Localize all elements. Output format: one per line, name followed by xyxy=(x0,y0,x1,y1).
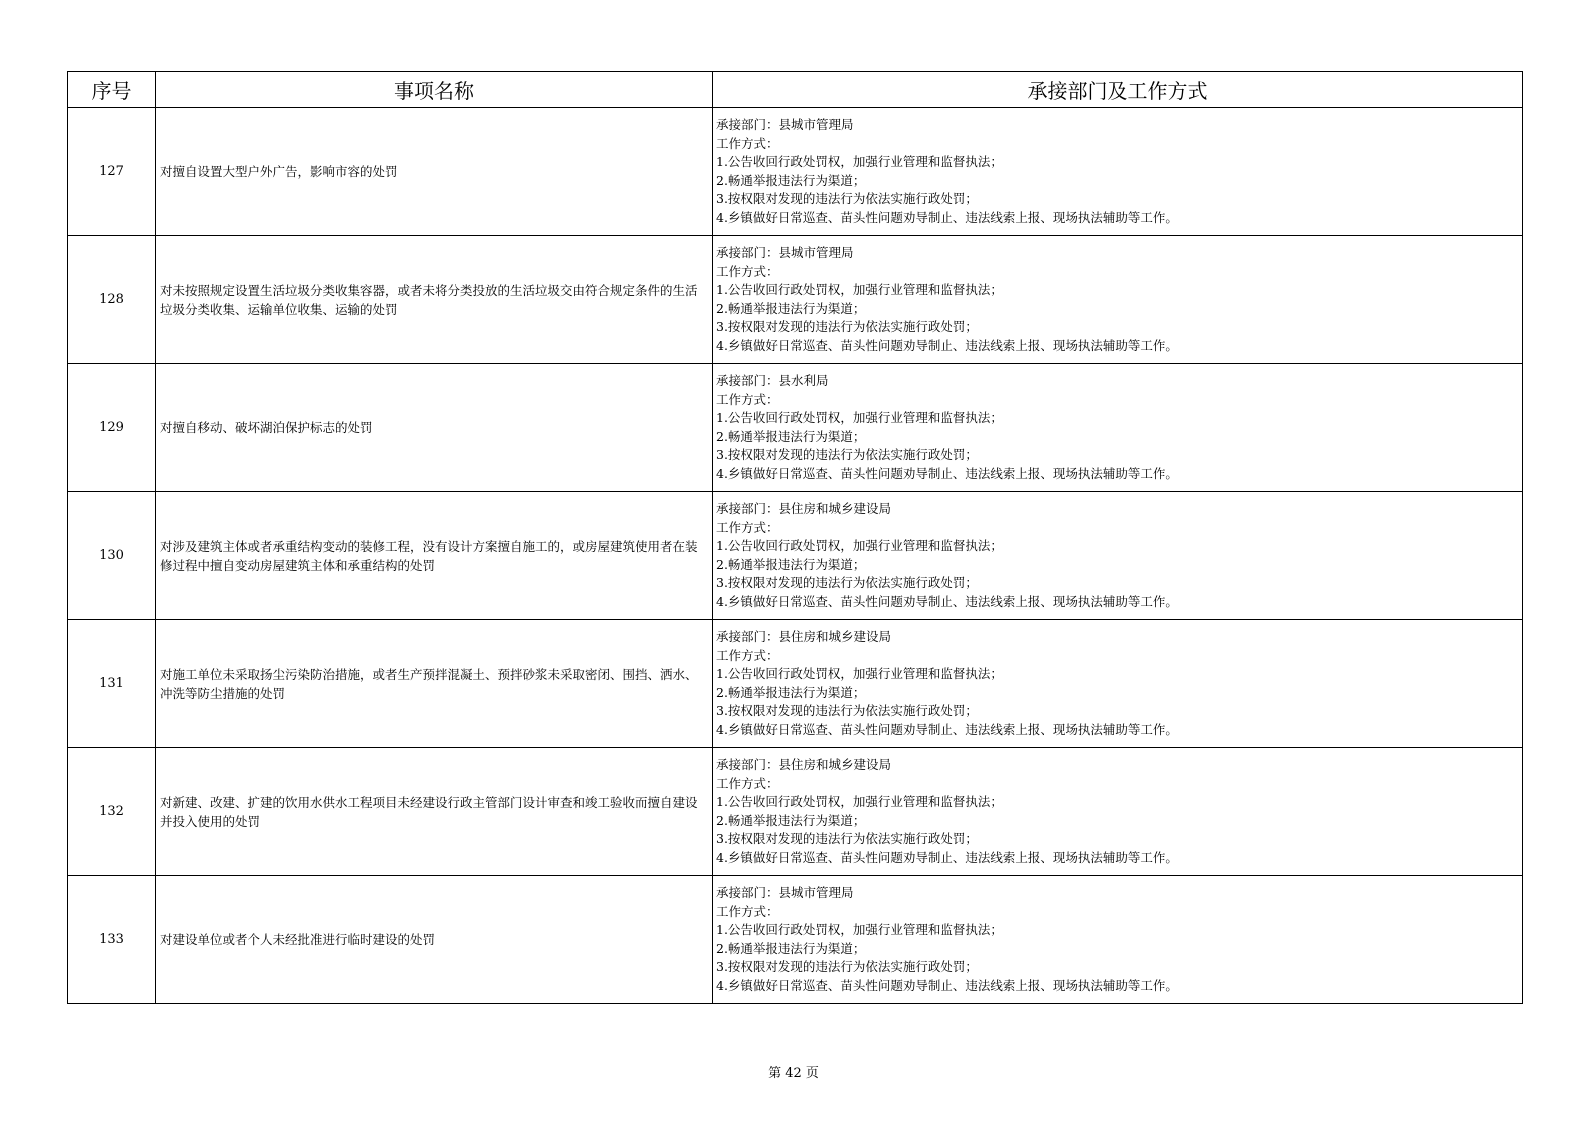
row-seq: 127 xyxy=(68,108,156,236)
department-line: 承接部门：县城市管理局 xyxy=(716,885,854,900)
department-line: 承接部门：县住房和城乡建设局 xyxy=(716,501,892,516)
row-seq: 129 xyxy=(68,364,156,492)
table-row xyxy=(68,876,1523,1004)
department-line: 承接部门：县住房和城乡建设局 xyxy=(716,629,892,644)
method-line: 1.公告收回行政处罚权，加强行业管理和监督执法； xyxy=(716,794,1003,809)
row-department-method xyxy=(713,876,1523,1004)
method-line: 4.乡镇做好日常巡查、苗头性问题劝导制止、违法线索上报、现场执法辅助等工作。 xyxy=(716,849,1178,865)
items-table xyxy=(67,71,1523,1004)
row-department-method xyxy=(713,748,1523,876)
department-line: 承接部门：县城市管理局 xyxy=(716,245,854,260)
method-line: 工作方式： xyxy=(716,519,779,535)
row-department-method xyxy=(713,364,1523,492)
method-line: 3.按权限对发现的违法行为依法实施行政处罚； xyxy=(716,575,978,590)
row-seq: 130 xyxy=(68,492,156,620)
table-row xyxy=(68,620,1523,748)
method-line: 2.畅通举报违法行为渠道； xyxy=(716,812,866,828)
method-line: 工作方式： xyxy=(716,391,779,407)
method-line: 4.乡镇做好日常巡查、苗头性问题劝导制止、违法线索上报、现场执法辅助等工作。 xyxy=(716,977,1178,993)
row-seq: 128 xyxy=(68,236,156,364)
method-line: 1.公告收回行政处罚权，加强行业管理和监督执法； xyxy=(716,538,1003,553)
row-item-name: 对未按照规定设置生活垃圾分类收集容器，或者未将分类投放的生活垃圾交由符合规定条件的生活垃圾分类收集、运输单位收集、运输的处罚 xyxy=(156,236,713,364)
row-item-name: 对涉及建筑主体或者承重结构变动的装修工程，没有设计方案擅自施工的，或房屋建筑使用者在装修过程中擅自变动房屋建筑主体和承重结构的处罚 xyxy=(156,492,713,620)
row-item-name: 对施工单位未采取扬尘污染防治措施，或者生产预拌混凝土、预拌砂浆未采取密闭、围挡、洒水、冲洗等防尘措施的处罚 xyxy=(156,620,713,748)
method-line: 2.畅通举报违法行为渠道； xyxy=(716,428,866,444)
method-line: 4.乡镇做好日常巡查、苗头性问题劝导制止、违法线索上报、现场执法辅助等工作。 xyxy=(716,465,1178,481)
method-line: 2.畅通举报违法行为渠道； xyxy=(716,172,866,188)
row-department-method xyxy=(713,492,1523,620)
method-line: 1.公告收回行政处罚权，加强行业管理和监督执法； xyxy=(716,922,1003,937)
department-line: 承接部门：县城市管理局 xyxy=(716,117,854,132)
table-row xyxy=(68,364,1523,492)
row-item-name: 对新建、改建、扩建的饮用水供水工程项目未经建设行政主管部门设计审查和竣工验收而擅自建设并投入使用的处罚 xyxy=(156,748,713,876)
method-line: 3.按权限对发现的违法行为依法实施行政处罚； xyxy=(716,447,978,462)
method-line: 3.按权限对发现的违法行为依法实施行政处罚； xyxy=(716,191,978,206)
table-row xyxy=(68,108,1523,236)
method-line: 1.公告收回行政处罚权，加强行业管理和监督执法； xyxy=(716,282,1003,297)
row-item-name: 对建设单位或者个人未经批准进行临时建设的处罚 xyxy=(156,876,713,1004)
row-item-name: 对擅自移动、破坏湖泊保护标志的处罚 xyxy=(156,364,713,492)
page-number: 第 42 页 xyxy=(768,1066,819,1081)
method-line: 工作方式： xyxy=(716,135,779,151)
method-line: 1.公告收回行政处罚权，加强行业管理和监督执法； xyxy=(716,154,1003,169)
method-line: 1.公告收回行政处罚权，加强行业管理和监督执法； xyxy=(716,666,1003,681)
method-line: 工作方式： xyxy=(716,263,779,279)
header-item-name: 事项名称 xyxy=(156,72,713,108)
method-line: 2.畅通举报违法行为渠道； xyxy=(716,940,866,956)
method-line: 工作方式： xyxy=(716,903,779,919)
method-line: 2.畅通举报违法行为渠道； xyxy=(716,556,866,572)
table-row xyxy=(68,748,1523,876)
method-line: 1.公告收回行政处罚权，加强行业管理和监督执法； xyxy=(716,410,1003,425)
method-line: 4.乡镇做好日常巡查、苗头性问题劝导制止、违法线索上报、现场执法辅助等工作。 xyxy=(716,721,1178,737)
header-row xyxy=(68,72,1523,108)
method-line: 4.乡镇做好日常巡查、苗头性问题劝导制止、违法线索上报、现场执法辅助等工作。 xyxy=(716,593,1178,609)
document-sheet xyxy=(67,71,1522,1004)
method-line: 3.按权限对发现的违法行为依法实施行政处罚； xyxy=(716,959,978,974)
department-line: 承接部门：县水利局 xyxy=(716,373,829,388)
header-seq: 序号 xyxy=(68,72,156,108)
row-department-method xyxy=(713,620,1523,748)
table-row xyxy=(68,236,1523,364)
method-line: 工作方式： xyxy=(716,647,779,663)
method-line: 3.按权限对发现的违法行为依法实施行政处罚； xyxy=(716,703,978,718)
row-item-name: 对擅自设置大型户外广告，影响市容的处罚 xyxy=(156,108,713,236)
row-seq: 133 xyxy=(68,876,156,1004)
method-line: 2.畅通举报违法行为渠道； xyxy=(716,684,866,700)
header-department-method: 承接部门及工作方式 xyxy=(713,72,1523,108)
row-seq: 131 xyxy=(68,620,156,748)
method-line: 4.乡镇做好日常巡查、苗头性问题劝导制止、违法线索上报、现场执法辅助等工作。 xyxy=(716,337,1178,353)
row-department-method xyxy=(713,108,1523,236)
department-line: 承接部门：县住房和城乡建设局 xyxy=(716,757,892,772)
method-line: 3.按权限对发现的违法行为依法实施行政处罚； xyxy=(716,319,978,334)
row-seq: 132 xyxy=(68,748,156,876)
method-line: 2.畅通举报违法行为渠道； xyxy=(716,300,866,316)
table-row xyxy=(68,492,1523,620)
method-line: 3.按权限对发现的违法行为依法实施行政处罚； xyxy=(716,831,978,846)
method-line: 工作方式： xyxy=(716,775,779,791)
method-line: 4.乡镇做好日常巡查、苗头性问题劝导制止、违法线索上报、现场执法辅助等工作。 xyxy=(716,209,1178,225)
row-department-method xyxy=(713,236,1523,364)
